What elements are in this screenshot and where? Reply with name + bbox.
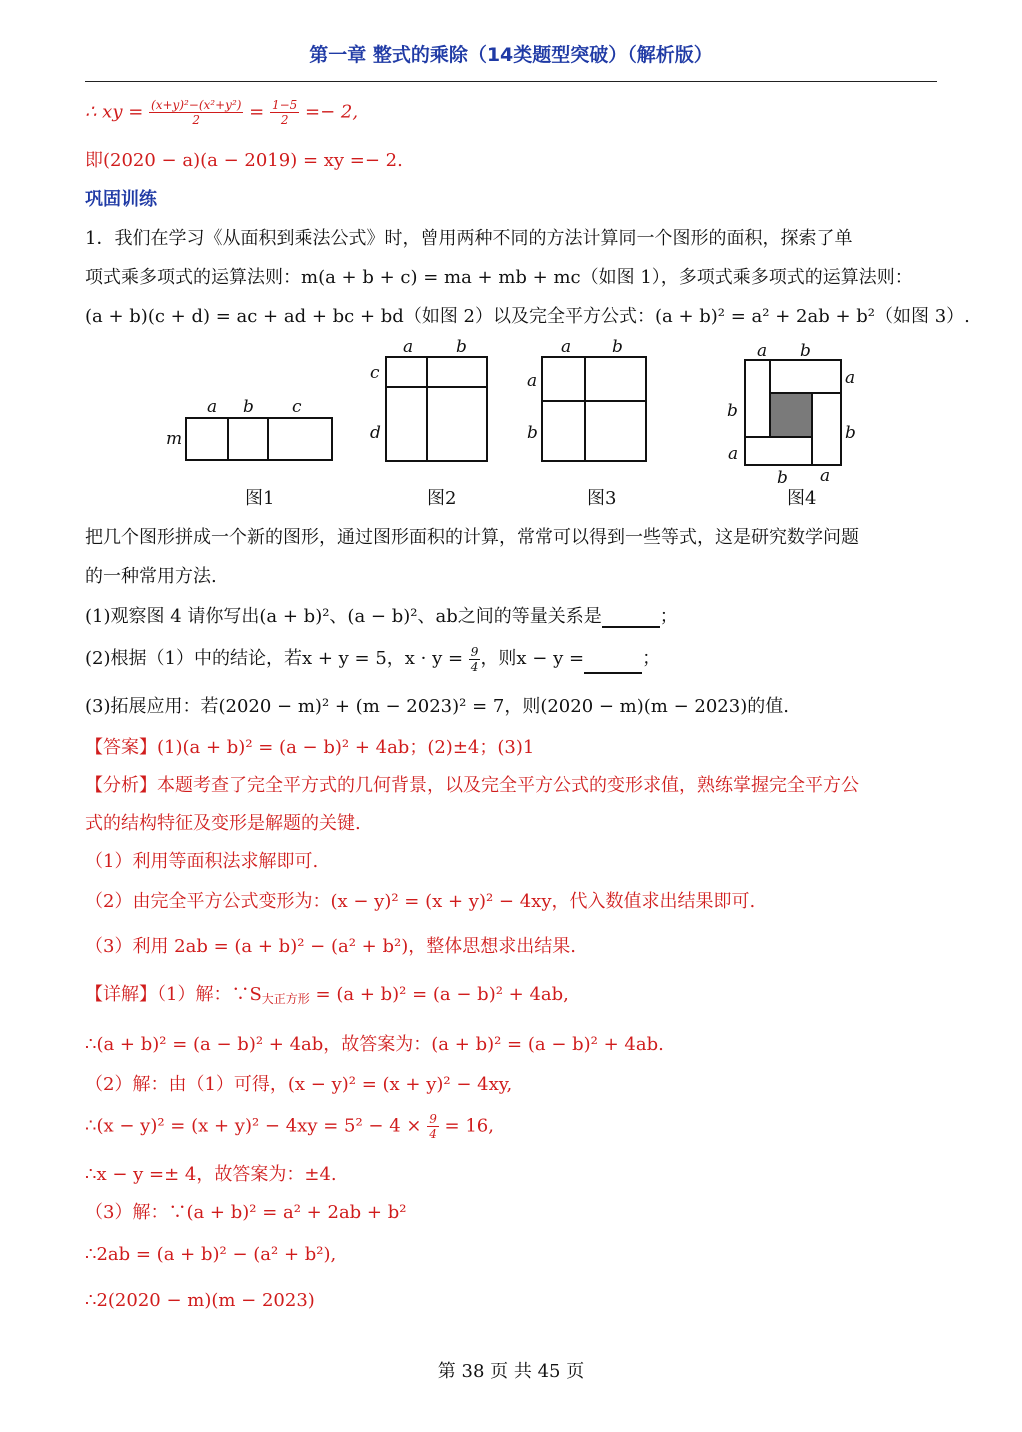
frac-denominator: 4 xyxy=(429,1127,437,1141)
answer-blank-1[interactable] xyxy=(602,610,660,628)
question-2-frac xyxy=(469,645,481,674)
fig2-label-a: a xyxy=(403,337,414,357)
problem-text-1: 1．我们在学习《从面积到乘法公式》时，曾用两种不同的方法计算同一个图形的面积，探索了单 xyxy=(85,228,853,249)
prev-line-1 xyxy=(85,98,937,127)
fig2-label-c: c xyxy=(370,363,380,383)
detail-4-text-b: = 16, xyxy=(438,1115,494,1137)
prev-frac-1 xyxy=(149,98,243,127)
detail-1-text: 【详解】（1）解：∵S xyxy=(85,984,262,1005)
fig1-label-b: b xyxy=(243,397,254,417)
frac-numerator: 9 xyxy=(470,644,479,659)
fig2-label-b: b xyxy=(456,337,467,357)
question-2-text-b: ，则x − y = xyxy=(480,648,585,669)
detail-line-2: ∴(a + b)² = (a − b)² + 4ab，故答案为：(a + b)² = (a − b)² + 4ab. xyxy=(85,1034,664,1055)
detail-line-1 xyxy=(85,980,937,1006)
prev-eq: = xyxy=(243,101,270,123)
fig4-label-b1: b xyxy=(800,341,811,361)
frac-denominator: 2 xyxy=(280,113,289,127)
frac-numerator: 9 xyxy=(429,1112,437,1126)
prev-frac-2 xyxy=(270,98,299,127)
fig4-label-a2: a xyxy=(845,368,856,388)
problem-text-5: 的一种常用方法. xyxy=(85,566,217,587)
detail-1-sub: 大正方形 xyxy=(261,992,310,1006)
fig3-caption: 图3 xyxy=(587,488,617,509)
question-2-end: ； xyxy=(642,648,661,669)
fig1-label-a: a xyxy=(207,397,218,417)
fig4-label-b3: b xyxy=(727,401,738,421)
problem-text-4: 把几个图形拼成一个新的图形，通过图形面积的计算，常常可以得到一些等式，这是研究数学问题 xyxy=(85,527,859,548)
question-1 xyxy=(85,602,937,628)
section-title: 巩固训练 xyxy=(85,189,157,210)
fig4-label-b2: b xyxy=(845,423,856,443)
detail-line-8: ∴2(2020 − m)(m − 2023) xyxy=(85,1290,315,1311)
detail-line-4 xyxy=(85,1112,937,1141)
figures-row xyxy=(0,330,1022,530)
prev-line1-prefix: ∴ xy = xyxy=(85,101,150,123)
fig4-center-square xyxy=(770,393,812,437)
frac-numerator: 1−5 xyxy=(271,98,298,112)
fig3-label-a-top: a xyxy=(561,337,572,357)
detail-1-text-b: = (a + b)² = (a − b)² + 4ab, xyxy=(309,984,569,1005)
analysis-line-1: 【分析】本题考查了完全平方式的几何背景，以及完全平方公式的变形求值，熟练掌握完全平方公 xyxy=(85,775,859,796)
page-header-title: 第一章 整式的乘除（14类题型突破）（解析版） xyxy=(309,44,713,66)
detail-line-6: （3）解：∵(a + b)² = a² + 2ab + b² xyxy=(85,1202,407,1223)
prev-line1-suffix: =− 2, xyxy=(299,101,359,123)
question-1-text: (1)观察图 4 请你写出(a + b)²、(a − b)²、ab之间的等量关系是 xyxy=(85,606,602,627)
question-1-end: ； xyxy=(659,606,678,627)
fig3-label-a-left: a xyxy=(527,371,538,391)
fig2-caption: 图2 xyxy=(427,488,457,509)
fig2-rect xyxy=(386,357,487,461)
fig1-rect xyxy=(186,418,332,460)
frac-denominator: 2 xyxy=(192,113,201,127)
problem-text-2: 项式乘多项式的运算法则：m(a + b + c) = ma + mb + mc（如图 1），多项式乘多项式的运算法则： xyxy=(85,267,913,288)
fig4-label-a1: a xyxy=(757,341,768,361)
question-2 xyxy=(85,644,937,674)
fig4-label-a3: a xyxy=(728,444,739,464)
problem-text-3: (a + b)(c + d) = ac + ad + bc + bd（如图 2）以及完全平方公式：(a + b)² = a² + 2ab + b²（如图 3）. xyxy=(85,306,970,327)
detail-4-text: ∴(x − y)² = (x + y)² − 4xy = 5² − 4 × xyxy=(85,1115,428,1137)
question-3: (3)拓展应用：若(2020 − m)² + (m − 2023)² = 7，则(2020 − m)(m − 2023)的值. xyxy=(85,696,789,717)
answer-line: 【答案】(1)(a + b)² = (a − b)² + 4ab；(2)±4；(3)1 xyxy=(85,737,535,758)
page-footer: 第 38 页 共 45 页 xyxy=(437,1361,585,1382)
fig1-caption: 图1 xyxy=(245,488,275,509)
question-2-text: (2)根据（1）中的结论，若x + y = 5，x · y = xyxy=(85,648,469,669)
fig4-caption: 图4 xyxy=(787,488,817,509)
fig3-label-b-top: b xyxy=(612,337,623,357)
detail-line-7: ∴2ab = (a + b)² − (a² + b²), xyxy=(85,1244,337,1265)
analysis-step-1: （1）利用等面积法求解即可. xyxy=(85,851,319,872)
detail-4-frac xyxy=(427,1112,439,1141)
header-rule xyxy=(85,81,937,82)
fig3-rect xyxy=(542,357,646,461)
analysis-line-2: 式的结构特征及变形是解题的关键. xyxy=(85,813,361,834)
detail-line-3: （2）解：由（1）可得，(x − y)² = (x + y)² − 4xy, xyxy=(85,1074,513,1095)
detail-line-5: ∴x − y =± 4，故答案为：±4. xyxy=(85,1164,337,1185)
fig3-label-b-left: b xyxy=(527,423,538,443)
analysis-step-2: （2）由完全平方公式变形为：(x − y)² = (x + y)² − 4xy，代入数值求出结果即可. xyxy=(85,891,756,912)
figures-svg xyxy=(0,330,1022,520)
fig2-label-d: d xyxy=(370,423,381,443)
frac-denominator: 4 xyxy=(470,659,479,674)
frac-numerator: (x+y)²−(x²+y²) xyxy=(151,98,242,112)
answer-blank-2[interactable] xyxy=(584,656,642,674)
fig1-label-c: c xyxy=(292,397,302,417)
fig4-label-a4: a xyxy=(820,466,831,486)
analysis-step-3: （3）利用 2ab = (a + b)² − (a² + b²)，整体思想求出结果. xyxy=(85,936,576,957)
prev-line-2: 即(2020 − a)(a − 2019) = xy =− 2. xyxy=(85,150,403,171)
fig4-label-b4: b xyxy=(777,468,788,488)
fig1-label-m: m xyxy=(166,429,183,449)
